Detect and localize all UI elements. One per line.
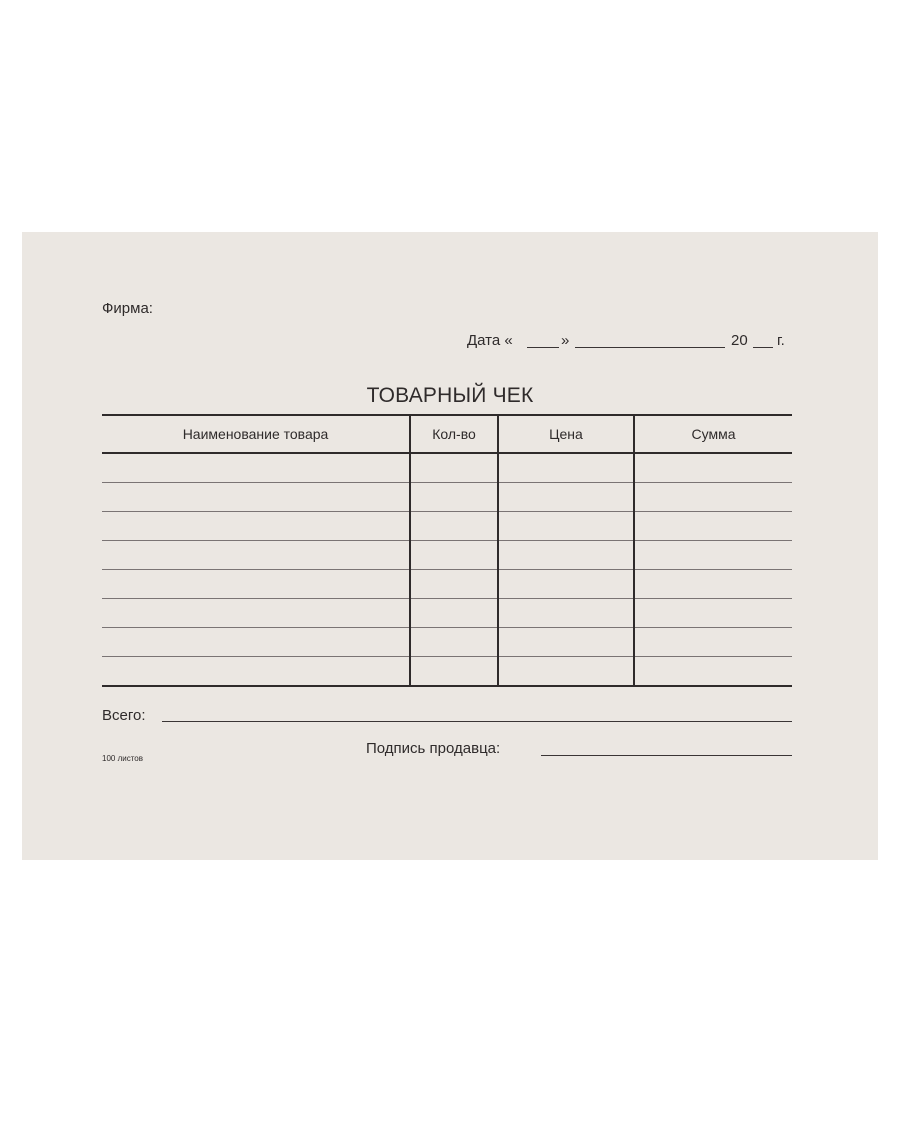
item-name-cell[interactable]	[102, 628, 410, 657]
item-name-cell[interactable]	[102, 483, 410, 512]
quantity-cell[interactable]	[410, 512, 498, 541]
form-title: ТОВАРНЫЙ ЧЕК	[366, 384, 534, 407]
price-cell[interactable]	[498, 570, 634, 599]
price-cell[interactable]	[498, 657, 634, 687]
signature-label: Подпись продавца:	[366, 740, 501, 757]
date-close-quote: »	[561, 332, 570, 349]
items-table	[102, 414, 792, 687]
signature-field-line[interactable]	[541, 755, 792, 756]
header-price: Цена	[498, 415, 634, 453]
sum-cell[interactable]	[634, 483, 792, 512]
quantity-cell[interactable]	[410, 483, 498, 512]
total-label: Всего:	[102, 707, 146, 724]
sum-cell[interactable]	[634, 453, 792, 483]
table-row	[102, 512, 792, 541]
year-suffix: г.	[777, 332, 785, 349]
price-cell[interactable]	[498, 628, 634, 657]
table-row	[102, 570, 792, 599]
price-cell[interactable]	[498, 453, 634, 483]
item-name-cell[interactable]	[102, 599, 410, 628]
header-quantity: Кол-во	[410, 415, 498, 453]
item-name-cell[interactable]	[102, 512, 410, 541]
day-field-line[interactable]	[527, 347, 559, 348]
table-row	[102, 541, 792, 570]
sheets-note: 100 листов	[102, 754, 143, 763]
item-name-cell[interactable]	[102, 570, 410, 599]
sum-cell[interactable]	[634, 657, 792, 687]
sum-cell[interactable]	[634, 541, 792, 570]
table-row	[102, 599, 792, 628]
item-name-cell[interactable]	[102, 541, 410, 570]
table-row	[102, 483, 792, 512]
price-cell[interactable]	[498, 599, 634, 628]
sum-cell[interactable]	[634, 628, 792, 657]
sum-cell[interactable]	[634, 599, 792, 628]
receipt-form	[22, 232, 878, 860]
month-field-line[interactable]	[575, 347, 725, 348]
quantity-cell[interactable]	[410, 599, 498, 628]
quantity-cell[interactable]	[410, 570, 498, 599]
date-row	[467, 332, 793, 354]
item-name-cell[interactable]	[102, 453, 410, 483]
sum-cell[interactable]	[634, 512, 792, 541]
date-label: Дата «	[467, 332, 513, 349]
price-cell[interactable]	[498, 483, 634, 512]
table-header-row	[102, 415, 792, 453]
quantity-cell[interactable]	[410, 541, 498, 570]
header-item-name: Наименование товара	[102, 415, 410, 453]
table-row	[102, 628, 792, 657]
price-cell[interactable]	[498, 541, 634, 570]
year-prefix: 20	[731, 332, 748, 349]
table-row	[102, 453, 792, 483]
quantity-cell[interactable]	[410, 657, 498, 687]
price-cell[interactable]	[498, 512, 634, 541]
total-field-line[interactable]	[162, 721, 792, 722]
year-field-line[interactable]	[753, 347, 773, 348]
firm-label: Фирма:	[102, 300, 153, 317]
quantity-cell[interactable]	[410, 453, 498, 483]
sum-cell[interactable]	[634, 570, 792, 599]
quantity-cell[interactable]	[410, 628, 498, 657]
header-sum: Сумма	[634, 415, 792, 453]
item-name-cell[interactable]	[102, 657, 410, 687]
table-row	[102, 657, 792, 687]
